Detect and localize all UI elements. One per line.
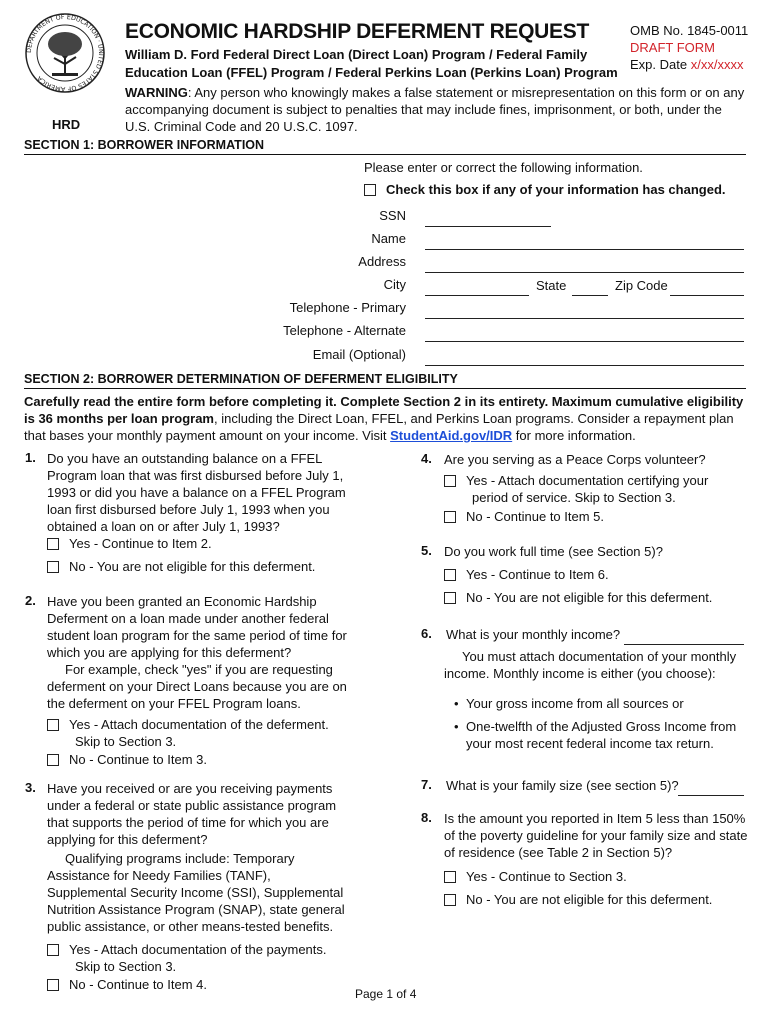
q6-note: You must attach documentation of your monthly income. Monthly income is either (you choose): [444, 649, 737, 681]
q2-example: For example, check "yes" if you are requesting deferment on your Direct Loans because you are on the deferment on your FFEL Program loans. [47, 662, 347, 711]
q4-no-checkbox[interactable] [444, 511, 456, 523]
q6-bullet2: One-twelfth of the Adjusted Gross Income from your most recent federal income tax return. [466, 719, 737, 751]
q7-text: What is your family size (see section 5)? [446, 778, 679, 793]
q3-no-checkbox[interactable] [47, 979, 59, 991]
q5-yes-label: Yes - Continue to Item 6. [466, 567, 609, 582]
q5-no-checkbox[interactable] [444, 592, 456, 604]
q5-yes-checkbox[interactable] [444, 569, 456, 581]
q1-yes-checkbox[interactable] [47, 538, 59, 550]
q8-text: Is the amount you reported in Item 5 less than 150% of the poverty guideline for your family size and state of residence (see Table 2 in Section 5)? [444, 811, 748, 860]
info-changed-label: Check this box if any of your information has changed. [386, 182, 726, 197]
section2-intro [24, 393, 748, 444]
q5-number: 5. [421, 543, 432, 558]
q6-bullet1-marker: • [454, 696, 459, 711]
q1-number: 1. [25, 450, 36, 465]
q3-no-option [47, 976, 207, 993]
tel-alternate-label: Telephone - Alternate [283, 323, 406, 338]
ssn-field[interactable] [425, 212, 551, 227]
q4-yes-option [444, 472, 708, 489]
state-label: State [536, 278, 567, 293]
draft-label: DRAFT FORM [630, 40, 715, 55]
q3-text: Have you received or are you receiving payments under a federal or state public assistance program that supports the period of time for which you are applying for this deferment? [47, 781, 337, 847]
q2-no-option [47, 751, 207, 768]
q7-number: 7. [421, 777, 432, 792]
omb-number: OMB No. 1845-0011 [630, 23, 749, 38]
q4-number: 4. [421, 451, 432, 466]
q2-text: Have you been granted an Economic Hardship Deferment on a loan made under another federal student loan program for the same period of time for which you are applying for this deferment? [47, 594, 347, 660]
q3-yes-checkbox[interactable] [47, 944, 59, 956]
section2-intro-end: for more information. [512, 428, 636, 443]
hrd-code: HRD [52, 117, 81, 132]
q3-yes-skip: Skip to Section 3. [75, 959, 177, 974]
q1-text: Do you have an outstanding balance on a FFEL Program loan that was first disbursed before July 1, 1993 or did you have a balance on a FFEL Program loan first disbursed before July 1, 1993 when you obtained a loan on or after July 1, 1993? [47, 451, 346, 534]
monthly-income-field[interactable] [624, 630, 744, 645]
q1-no-checkbox[interactable] [47, 561, 59, 573]
q6-number: 6. [421, 626, 432, 641]
zip-field[interactable] [670, 281, 744, 296]
name-label: Name [371, 231, 406, 246]
q8-number: 8. [421, 810, 432, 825]
q4-text: Are you serving as a Peace Corps volunteer? [444, 452, 706, 467]
warning-label: WARNING [125, 85, 188, 100]
section2-heading: SECTION 2: BORROWER DETERMINATION OF DEFERMENT ELIGIBILITY [24, 372, 746, 389]
department-seal-logo [24, 12, 106, 94]
page-number: Page 1 of 4 [355, 987, 417, 1001]
q8-no-option [444, 891, 712, 908]
q3-yes-label: Yes - Attach documentation of the payments. [69, 942, 327, 957]
zip-label: Zip Code [615, 278, 668, 293]
email-field[interactable] [425, 351, 744, 366]
q8-no-checkbox[interactable] [444, 894, 456, 906]
q1-no-option [47, 558, 315, 575]
tel-alternate-field[interactable] [425, 327, 744, 342]
q8-no-label: No - You are not eligible for this deferment. [466, 892, 713, 907]
form-title: ECONOMIC HARDSHIP DEFERMENT REQUEST [125, 20, 589, 43]
q6-bullet2-marker: • [454, 719, 459, 734]
q2-no-checkbox[interactable] [47, 754, 59, 766]
q3-number: 3. [25, 780, 36, 795]
q6-text: What is your monthly income? [446, 627, 621, 642]
q5-no-option [444, 589, 712, 606]
q5-no-label: No - You are not eligible for this deferment. [466, 590, 713, 605]
q1-no-label: No - You are not eligible for this deferment. [69, 559, 316, 574]
q8-yes-checkbox[interactable] [444, 871, 456, 883]
form-subtitle: William D. Ford Federal Direct Loan (Direct Loan) Program / Federal Family Education Loan (FFEL) Program / Federal Perkins Loan (Perkins Loan) Program [125, 47, 618, 80]
section2-intro-bold: Carefully read the entire form before completing it. Complete Section 2 in its entirety. Maximum cumulative eligibility is 36 months per loan program [24, 394, 744, 426]
family-size-field[interactable] [678, 781, 744, 796]
q3-qualifying: Qualifying programs include: Temporary Assistance for Needy Families (TANF), Supplemental Security Income (SSI), Supplemental Nutrition Assistance Program (SNAP), state general public assistance, or other means-tested benefits. [47, 851, 345, 934]
exp-date-value: x/xx/xxxx [690, 57, 744, 72]
tel-primary-label: Telephone - Primary [289, 300, 406, 315]
city-field[interactable] [425, 281, 529, 296]
address-field[interactable] [425, 258, 744, 273]
q5-text: Do you work full time (see Section 5)? [444, 544, 663, 559]
q4-yes-skip: period of service. Skip to Section 3. [472, 490, 676, 505]
q2-no-label: No - Continue to Item 3. [69, 752, 208, 767]
email-label: Email (Optional) [312, 347, 406, 362]
q4-yes-checkbox[interactable] [444, 475, 456, 487]
exp-date-label: Exp. Date [630, 57, 688, 72]
q8-yes-label: Yes - Continue to Section 3. [466, 869, 627, 884]
q4-no-option [444, 508, 604, 525]
q6-bullet1: Your gross income from all sources or [466, 696, 684, 711]
q1-yes-option [47, 535, 212, 552]
info-changed-checkbox[interactable] [364, 184, 376, 196]
q4-yes-label: Yes - Attach documentation certifying your [466, 473, 709, 488]
info-changed-row [364, 181, 726, 198]
q1-yes-label: Yes - Continue to Item 2. [69, 536, 212, 551]
studentaid-link[interactable]: StudentAid.gov/IDR [390, 428, 513, 443]
q5-yes-option [444, 566, 609, 583]
section1-intro: Please enter or correct the following information. [364, 160, 643, 175]
q3-yes-option [47, 941, 327, 958]
q2-yes-skip: Skip to Section 3. [75, 734, 177, 749]
section1-heading: SECTION 1: BORROWER INFORMATION [24, 138, 746, 155]
q8-yes-option [444, 868, 627, 885]
q2-yes-label: Yes - Attach documentation of the deferment. [69, 717, 329, 732]
q2-yes-option [47, 716, 329, 733]
ssn-label: SSN [379, 208, 406, 223]
q2-yes-checkbox[interactable] [47, 719, 59, 731]
q3-no-label: No - Continue to Item 4. [69, 977, 208, 992]
section2-intro-rest: , including the Direct Loan, FFEL, and Perkins Loan programs. Consider a repayment plan that bases your monthly payment amount on your income. Visit [24, 411, 734, 443]
city-label: City [383, 277, 406, 292]
warning-body: : Any person who knowingly makes a false statement or misrepresentation on this form or on any accompanying document is subject to penalties that may include fines, imprisonment, or both, under the U.S. Criminal Code and 20 U.S.C. 1097. [125, 85, 745, 134]
warning-text [125, 84, 745, 135]
q4-no-label: No - Continue to Item 5. [466, 509, 605, 524]
address-label: Address [358, 254, 406, 269]
tel-primary-field[interactable] [425, 304, 744, 319]
q2-number: 2. [25, 593, 36, 608]
state-field[interactable] [572, 281, 608, 296]
name-field[interactable] [425, 235, 744, 250]
exp-date [630, 56, 748, 73]
seal-text: DEPARTMENT OF EDUCATION · UNITED STATES OF AMERICA [25, 13, 105, 93]
omb-block [630, 22, 748, 73]
